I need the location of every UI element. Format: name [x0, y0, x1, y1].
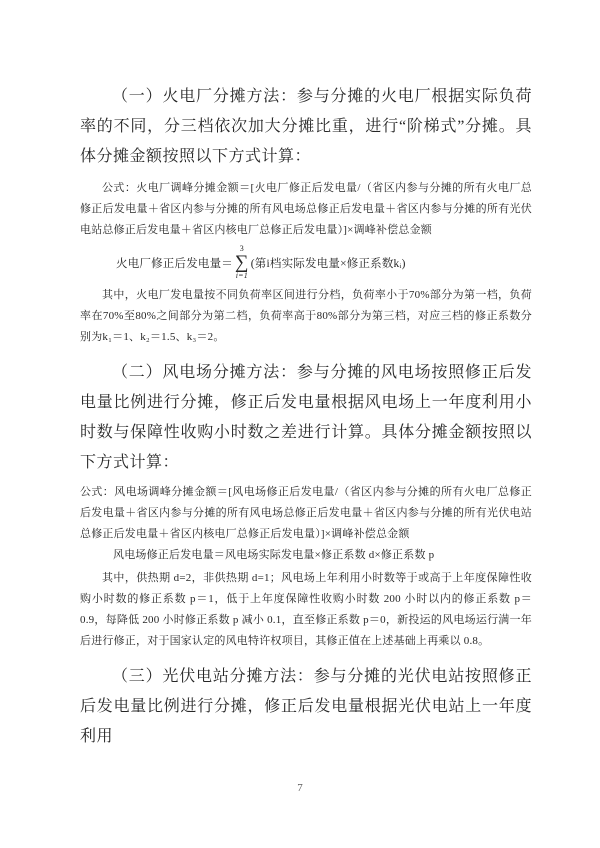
wind-intro-paragraph: （二）风电场分摊方法：参与分摊的风电场按照修正后发电量比例进行分摊，修正后发电量根据风电场上一年度利用小时数与保障性收购小时数之差进行计算。具体分摊金额按照以下方式计算：	[80, 363, 532, 471]
thermal-formula-paragraph: 公式：火电厂调峰分摊金额＝[火电厂修正后发电量/（省区内参与分摊的所有火电厂总修正后发电量＋省区内参与分摊的所有风电场总修正后发电量＋省区内参与分摊的所有光伏电站总修正后发电量＋省区内核电厂总修正后发电量）]×调峰补偿总金额	[80, 182, 532, 236]
page-number: 7	[297, 782, 303, 794]
sigma-glyph: ∑	[235, 251, 249, 273]
thermal-intro-paragraph: （一）火电厂分摊方法：参与分摊的火电厂根据实际负荷率的不同，分三档依次加大分摊比重，进行“阶梯式”分摊。具体分摊金额按照以下方式计算：	[80, 88, 532, 165]
summation-upper-limit: 3	[239, 244, 244, 253]
wind-formula-paragraph: 公式：风电场调峰分摊金额＝[风电场修正后发电量/（省区内参与分摊的所有火电厂总修正后发电量＋省区内参与分摊的所有风电场总修正后发电量＋省区内参与分摊的所有光伏电站总修正后发电量＋省区内核电厂总修正后发电量）]×调峰补偿总金额	[80, 485, 532, 540]
summation-symbol	[235, 245, 249, 281]
document-page	[80, 0, 532, 752]
formula-lhs: 火电厂修正后发电量＝	[116, 257, 233, 270]
wind-note-paragraph: 其中，供热期 d=2，非供热期 d=1；风电场上年利用小时数等于或高于上年度保障性收购小时数的修正系数 p＝1，低于上年度保障性收购小时数 200 小时以内的修正系数 p＝0.9，每降低 200 小时修正系数 p 减小 0.1，直至修正系数 p＝0，新投运的风电场运行满一年后进行修正，对于国家认定的风电特许权项目，其修正值在上述基础上再乘以 0.8。	[80, 571, 532, 647]
formula-rhs: (第i档实际发电量×修正系数kᵢ)	[250, 257, 406, 270]
thermal-note-paragraph: 其中，火电厂发电量按不同负荷率区间进行分档，负荷率小于70%部分为第一档，负荷率在70%至80%之间部分为第二档，负荷率高于80%部分为第三档，对应三档的修正系数分别为k₁＝1、k₂＝1.5、k₃＝2。	[80, 288, 532, 343]
summation-lower-limit: i=1	[235, 270, 248, 280]
thermal-correction-formula	[116, 245, 532, 281]
solar-intro-paragraph: （三）光伏电站分摊方法：参与分摊的光伏电站按照修正后发电量比例进行分摊，修正后发电量根据光伏电站上一年度利用	[80, 667, 532, 745]
wind-correction-formula: 风电场修正后发电量＝风电场实际发电量×修正系数 d×修正系数 p	[113, 548, 435, 561]
